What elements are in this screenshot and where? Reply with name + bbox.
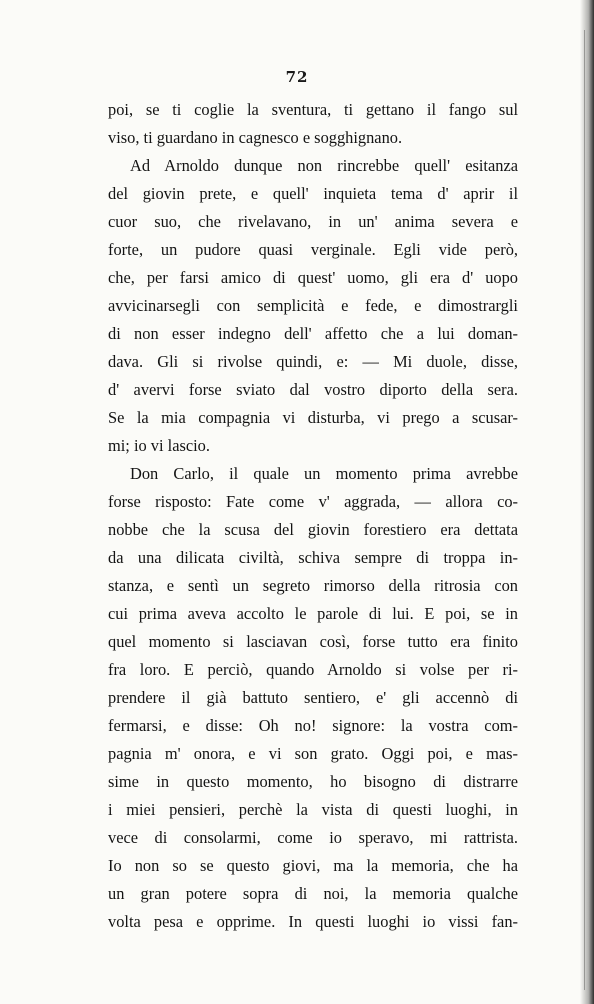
- text-line: i miei pensieri, perchè la vista di questi luoghi, in: [108, 800, 518, 819]
- text-line: cui prima aveva accolto le parole di lui. E poi, se in: [108, 604, 518, 623]
- text-line: quel momento si lasciavan così, forse tutto era finito: [108, 632, 518, 651]
- text-line: stanza, e sentì un segreto rimorso della ritrosia con: [108, 576, 518, 595]
- text-line: un gran potere sopra di noi, la memoria qualche: [108, 884, 518, 903]
- text-line: pagnia m' onora, e vi son grato. Oggi poi, e mas-: [108, 744, 518, 763]
- page-edge-shadow: [580, 0, 594, 1004]
- text-line: volta pesa e opprime. In questi luoghi io vissi fan-: [108, 912, 518, 931]
- page-number: 72: [285, 68, 309, 86]
- text-line: prendere il già battuto sentiero, e' gli accennò di: [108, 688, 518, 707]
- text-line: viso, ti guardano in cagnesco e sogghignano.: [108, 128, 403, 147]
- body-text: [108, 96, 518, 936]
- text-line: Ad Arnoldo dunque non rincrebbe quell' esitanza: [130, 156, 518, 175]
- text-line: Don Carlo, il quale un momento prima avrebbe: [130, 464, 518, 483]
- text-line: del giovin prete, e quell' inquieta tema d' aprir il: [108, 184, 518, 203]
- text-line: nobbe che la scusa del giovin forestiero era dettata: [108, 520, 518, 539]
- text-line: dava. Gli si rivolse quindi, e: — Mi duole, disse,: [108, 352, 518, 371]
- text-line: mi; io vi lascio.: [108, 436, 210, 455]
- text-line: da una dilicata civiltà, schiva sempre di troppa in-: [108, 548, 518, 567]
- text-line: forte, un pudore quasi verginale. Egli vide però,: [108, 240, 518, 259]
- text-line: cuor suo, che rivelavano, in un' anima severa e: [108, 212, 518, 231]
- text-line: poi, se ti coglie la sventura, ti gettano il fango sul: [108, 100, 518, 119]
- text-line: che, per farsi amico di quest' uomo, gli era d' uopo: [108, 268, 518, 287]
- text-line: sime in questo momento, ho bisogno di distrarre: [108, 772, 518, 791]
- text-line: vece di consolarmi, come io speravo, mi rattrista.: [108, 828, 518, 847]
- text-line: forse risposto: Fate come v' aggrada, — allora co-: [108, 492, 518, 511]
- text-line: di non esser indegno dell' affetto che a lui doman-: [108, 324, 518, 343]
- text-line: fra loro. E perciò, quando Arnoldo si volse per ri-: [108, 660, 518, 679]
- page-edge-line: [584, 30, 585, 990]
- text-line: fermarsi, e disse: Oh no! signore: la vostra com-: [108, 716, 518, 735]
- text-line: Se la mia compagnia vi disturba, vi prego a scusar-: [108, 408, 518, 427]
- text-line: d' avervi forse sviato dal vostro diporto della sera.: [108, 380, 518, 399]
- text-line: Io non so se questo giovi, ma la memoria, che ha: [108, 856, 518, 875]
- text-line: avvicinarsegli con semplicità e fede, e dimostrargli: [108, 296, 518, 315]
